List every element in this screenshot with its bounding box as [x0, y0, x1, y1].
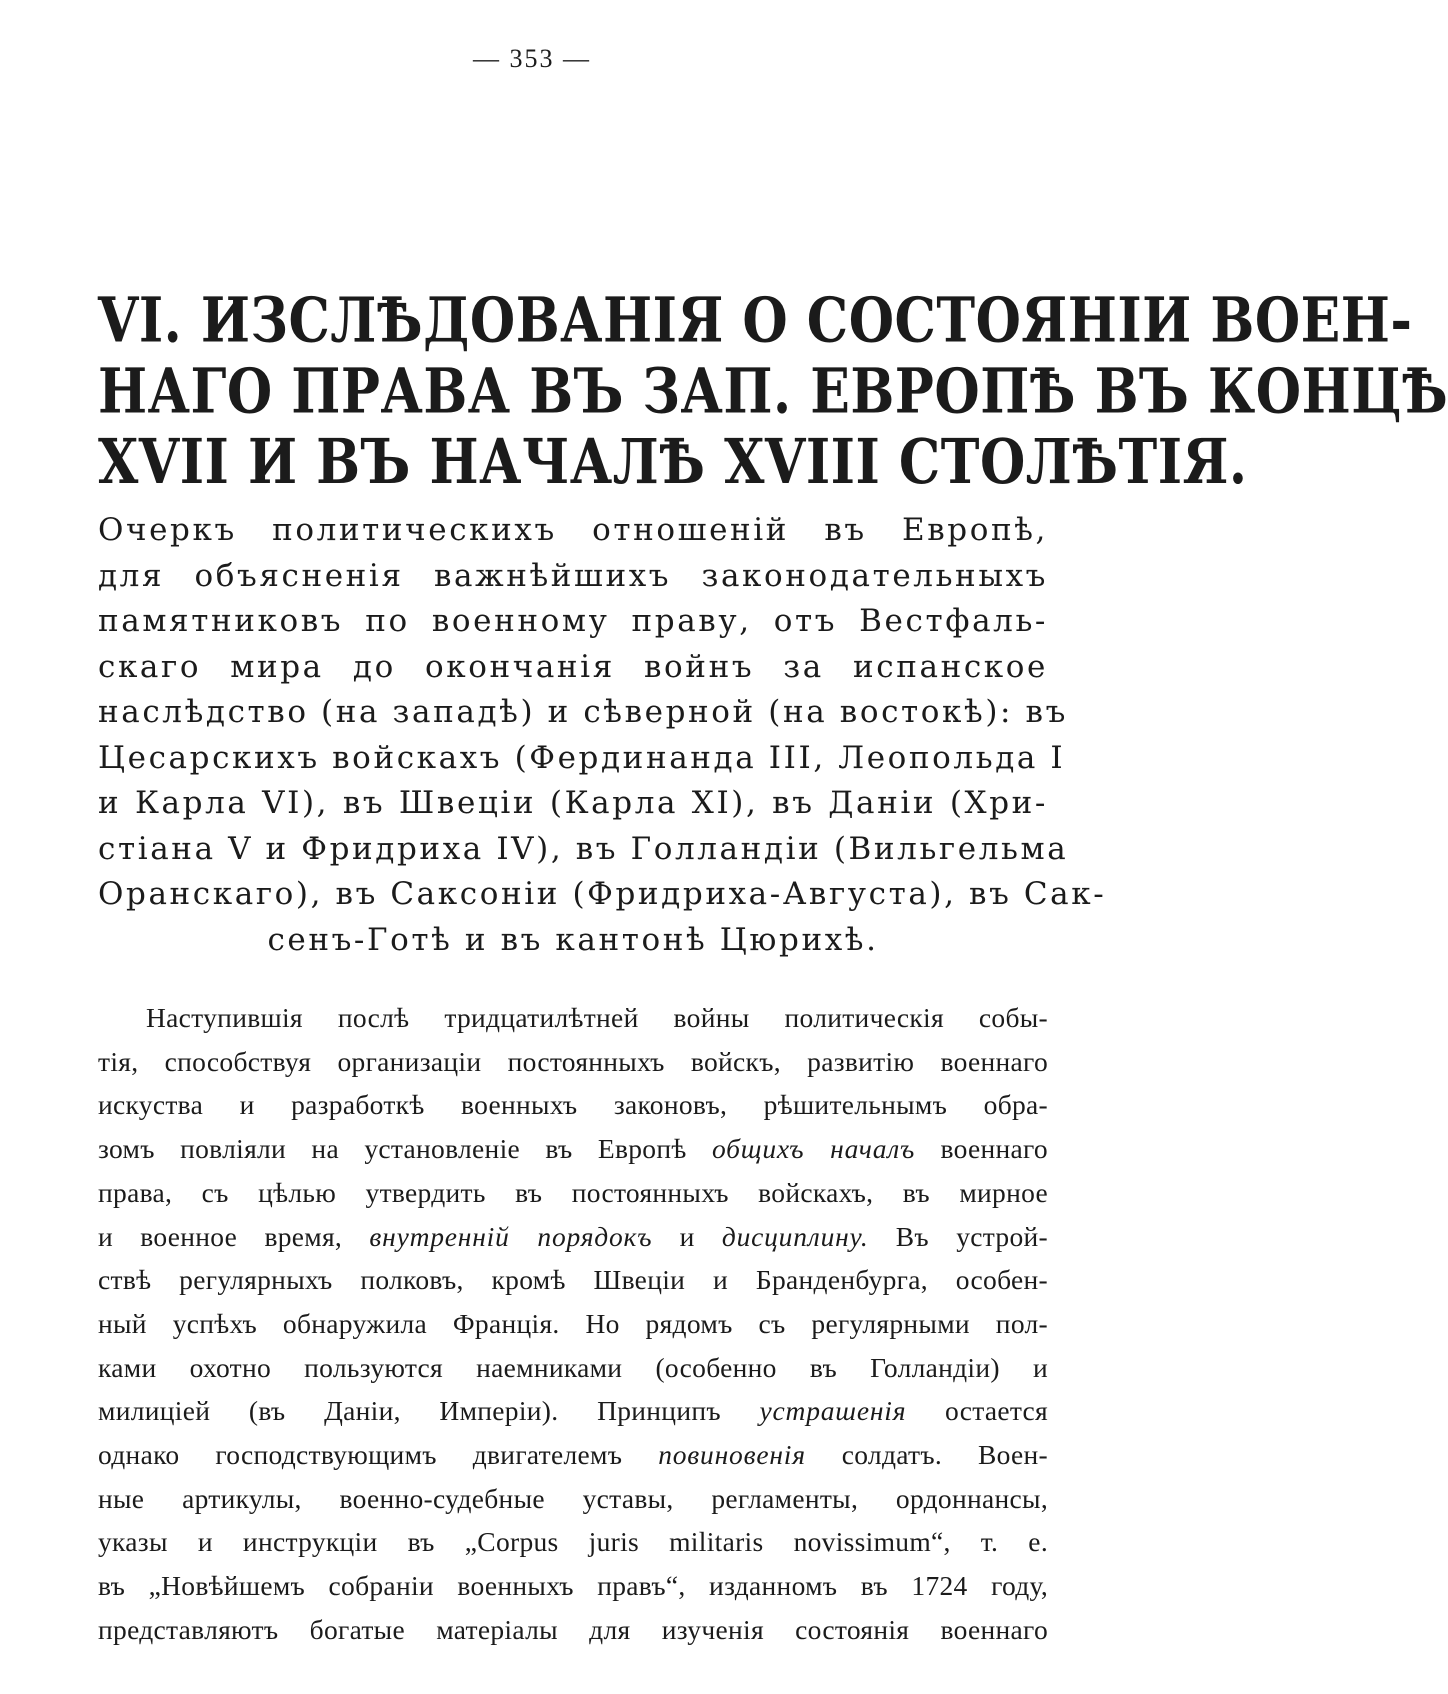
body-text-run: и — [679, 1220, 695, 1252]
summary-line: наслѣдство (на западѣ) и сѣверной (на востокѣ): въ — [98, 694, 1068, 730]
emphasis: устрашенія — [759, 1395, 907, 1427]
body-line — [98, 1433, 1048, 1477]
summary-line: скаго мира до окончанія войнъ за испанское — [98, 648, 1048, 685]
summary-line: сенъ-Готѣ и въ кантонѣ Цюрихѣ. — [267, 921, 879, 958]
chapter-title-line-2: НАГО ПРАВА ВЪ ЗАП. ЕВРОПѢ ВЪ КОНЦѢ — [98, 355, 1448, 428]
summary-line: Очеркъ политическихъ отношеній въ Европѣ, — [98, 512, 1048, 548]
body-line: представляютъ богатые матеріалы для изученія состоянія военнаго — [98, 1613, 1048, 1645]
page-number: — 353 — — [473, 44, 591, 73]
body-text-run: военнаго — [940, 1133, 1048, 1165]
summary-line: Оранскаго), въ Саксоніи (Фридриха-Августа), въ Сак- — [98, 876, 1107, 912]
body-text-run: и военное время, — [98, 1220, 343, 1252]
body-line: ствѣ регулярныхъ полковъ, кромѣ Швеціи и Бранденбурга, особен- — [98, 1264, 1048, 1296]
body-text-run: зомъ повліяли на установленіе въ Европѣ — [98, 1133, 687, 1165]
emphasis: повиновенія — [658, 1439, 806, 1471]
summary-line: стіана V и Фридриха IV), въ Голландіи (Вильгельма — [98, 830, 1069, 867]
body-paragraph — [98, 996, 1048, 1652]
body-line: въ „Новѣйшемъ собраніи военныхъ правъ“, изданномъ въ 1724 году, — [98, 1570, 1048, 1602]
emphasis: дисциплину. — [721, 1220, 869, 1252]
body-line — [98, 1127, 1048, 1171]
emphasis: общихъ началъ — [711, 1133, 916, 1165]
body-line — [98, 1389, 1048, 1433]
chapter-title-line-1: VI. ИЗСЛѢДОВАНІЯ О СОСТОЯНІИ ВОЕН- — [98, 284, 1413, 357]
body-text-run: солдатъ. Воен- — [841, 1439, 1048, 1471]
body-line: ками охотно пользуются наемниками (особенно въ Голландіи) и — [98, 1351, 1048, 1383]
body-line: искуства и разработкѣ военныхъ законовъ, рѣшительнымъ обра- — [98, 1089, 1048, 1121]
body-line: ный успѣхъ обнаружила Франція. Но рядомъ съ регулярными пол- — [98, 1307, 1048, 1339]
body-text-run: остается — [944, 1395, 1048, 1427]
body-line: указы и инструкціи въ „Corpus juris militaris novissimum“, т. е. — [98, 1526, 1048, 1558]
body-text-run: Въ устрой- — [895, 1220, 1048, 1252]
body-line: тія, способствуя организаціи постоянныхъ войскъ, развитію военнаго — [98, 1045, 1048, 1077]
body-line: ные артикулы, военно-судебные уставы, регламенты, ордоннансы, — [98, 1482, 1048, 1514]
chapter-title — [98, 284, 1448, 499]
summary-line: памятниковъ по военному праву, отъ Вестфаль- — [98, 603, 1048, 639]
body-text-run: однако господствующимъ двигателемъ — [98, 1439, 623, 1471]
summary-line: и Карла VI), въ Швеціи (Карла XI), въ Даніи (Хри- — [98, 785, 1048, 821]
body-text-run: милиціей (въ Даніи, Имперіи). Принципъ — [98, 1395, 721, 1427]
body-line: права, съ цѣлью утвердить въ постоянныхъ войскахъ, въ мирное — [98, 1176, 1048, 1208]
body-line: Наступившія послѣ тридцатилѣтней войны политическія собы- — [146, 1002, 1048, 1033]
chapter-title-line-3: XVII И ВЪ НАЧАЛѢ XVIII СТОЛѢТІЯ. — [98, 426, 1248, 499]
summary-line: Цесарскихъ войскахъ (Фердинанда III, Леопольда I — [98, 739, 1066, 776]
body-line — [98, 1215, 1048, 1259]
emphasis: внутренній порядокъ — [369, 1220, 653, 1252]
chapter-summary — [98, 508, 1107, 963]
summary-line: для объясненія важнѣйшихъ законодательныхъ — [98, 557, 1048, 594]
